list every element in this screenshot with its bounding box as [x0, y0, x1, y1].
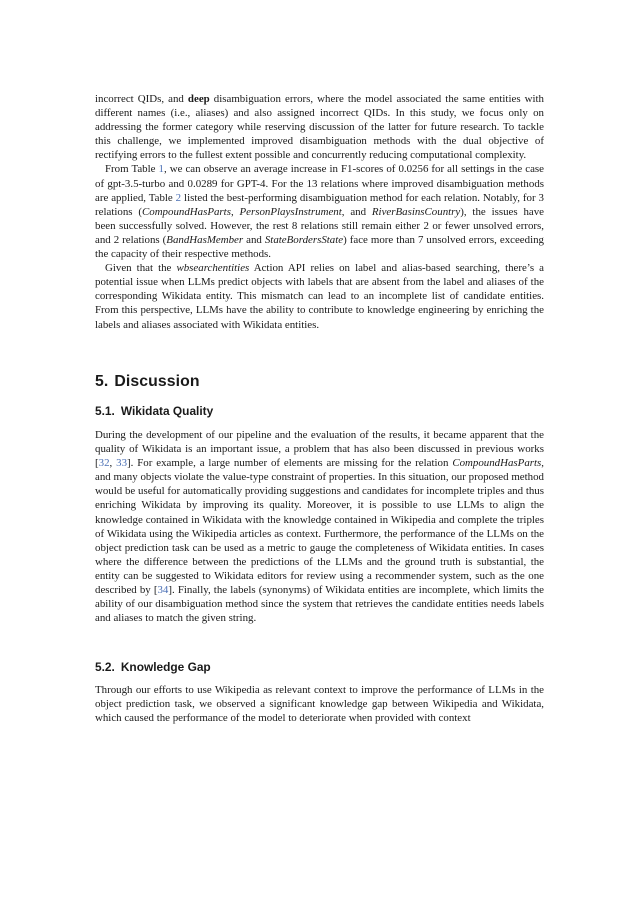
subsection-knowledge-gap	[95, 659, 544, 675]
section-heading: 5. Discussion	[95, 373, 200, 390]
citation-ref-33[interactable]: 33	[116, 457, 128, 470]
subsection-heading: 5.1. Wikidata Quality	[95, 404, 214, 418]
subsection-heading: 5.2. Knowledge Gap	[95, 660, 211, 674]
paragraph-disambiguation-errors	[95, 92, 544, 332]
relation-name: CompoundHasParts	[141, 205, 231, 218]
citation-ref-34[interactable]: 34	[157, 584, 169, 597]
subsection-wikidata-quality	[95, 403, 544, 419]
paragraph-text: During the development of our pipeline and the evaluation of the results, it became apparent that the quality of Wikidata is an important issue, a problem that has also been discussed in previous works [32, 33]. For example, a large number of elements are missing for the relation CompoundHasParts, and many objects violate the value-type constraint of properties. In this situation, our proposed method would be useful for automatically providing suggestions and candidates for incomplete triples and thus enriching Wikidata by improving its quality. Moreover, it is possible to use LLMs to align the knowledge contained in Wikidata with the knowledge contained in Wikipedia and complete the triples of Wikidata using the Wikipedia articles as context. Furthermore, the performance of the LLMs on the object prediction task can be used as a metric to gauge the completeness of Wikidata entities. In cases where the difference between the predictions of the LLMs and the ground truth is substantial, the entity can be suggested to Wikidata editors for review using a recommender system, such as the one described by [34]. Finally, the labels (synonyms) of Wikidata entities are incomplete, which limits the ability of our disambiguation method since the system that retrieves the candidate entities needs labels and aliases to match the given string.	[95, 429, 544, 625]
citation-ref-32[interactable]: 32	[98, 457, 110, 470]
table-ref-1[interactable]: 1	[158, 163, 164, 176]
section-discussion	[95, 372, 544, 392]
paragraph-wikidata-quality	[95, 428, 544, 625]
api-name: wbsearchentities	[176, 262, 250, 275]
paragraph-wbsearchentities: Given that the wbsearchentities Action API relies on label and alias-based searching, there’s a potential issue when LLMs predict objects with labels that are absent from the label and aliases of the corresponding Wikidata entity. This mismatch can lead to an incomplete list of candidate entities. From this perspective, LLMs have the ability to contribute to knowledge engineering by enriching the labels and aliases associated with Wikidata entities.	[95, 262, 544, 331]
relation-name: RiverBasinsCountry	[371, 205, 461, 218]
paragraph-knowledge-gap	[95, 683, 544, 725]
relation-name: BandHasMember	[166, 233, 244, 246]
paragraph-table-results: From Table 1, we can observe an average increase in F1-scores of 0.0256 for all settings in the case of gpt-3.5-turbo and 0.0289 for GPT-4. For the 13 relations where improved disambiguation methods are applied, Table 2 listed the best-performing disambiguation method for each relation. Notably, for 3 relations (CompoundHasParts, PersonPlaysInstrument, and RiverBasinsCountry), the issues have been successfully solved. However, the rest 8 relations still remain either 2 or fewer unsolved errors, and 2 relations (BandHasMember and StateBordersState) face more than 7 unsolved errors, exceeding the capacity of their respective methods.	[95, 163, 545, 261]
relation-name: PersonPlaysInstrument	[239, 205, 342, 218]
table-ref-2[interactable]: 2	[175, 191, 182, 204]
paragraph-text: Through our efforts to use Wikipedia as relevant context to improve the performance of LLMs in the object prediction task, we observed a significant knowledge gap between Wikipedia and Wikidata, which caused the performance of the model to deteriorate when provided with context	[95, 684, 544, 725]
deep-term: deep	[187, 93, 210, 105]
relation-name: StateBordersState	[264, 233, 344, 246]
relation-name: CompoundHasParts	[452, 457, 542, 470]
paragraph-text: incorrect QIDs, and deep disambiguation errors, where the model associated the same entities with different names (i.e., aliases) and also assigned incorrect QIDs. In this study, we focus only on addressing the former category while reserving discussion of the latter for future research. To tackle this challenge, we implemented improved disambiguation methods with the dual objective of rectifying errors to the fullest extent possible and concurrently reducing computational complexity.	[95, 93, 544, 162]
